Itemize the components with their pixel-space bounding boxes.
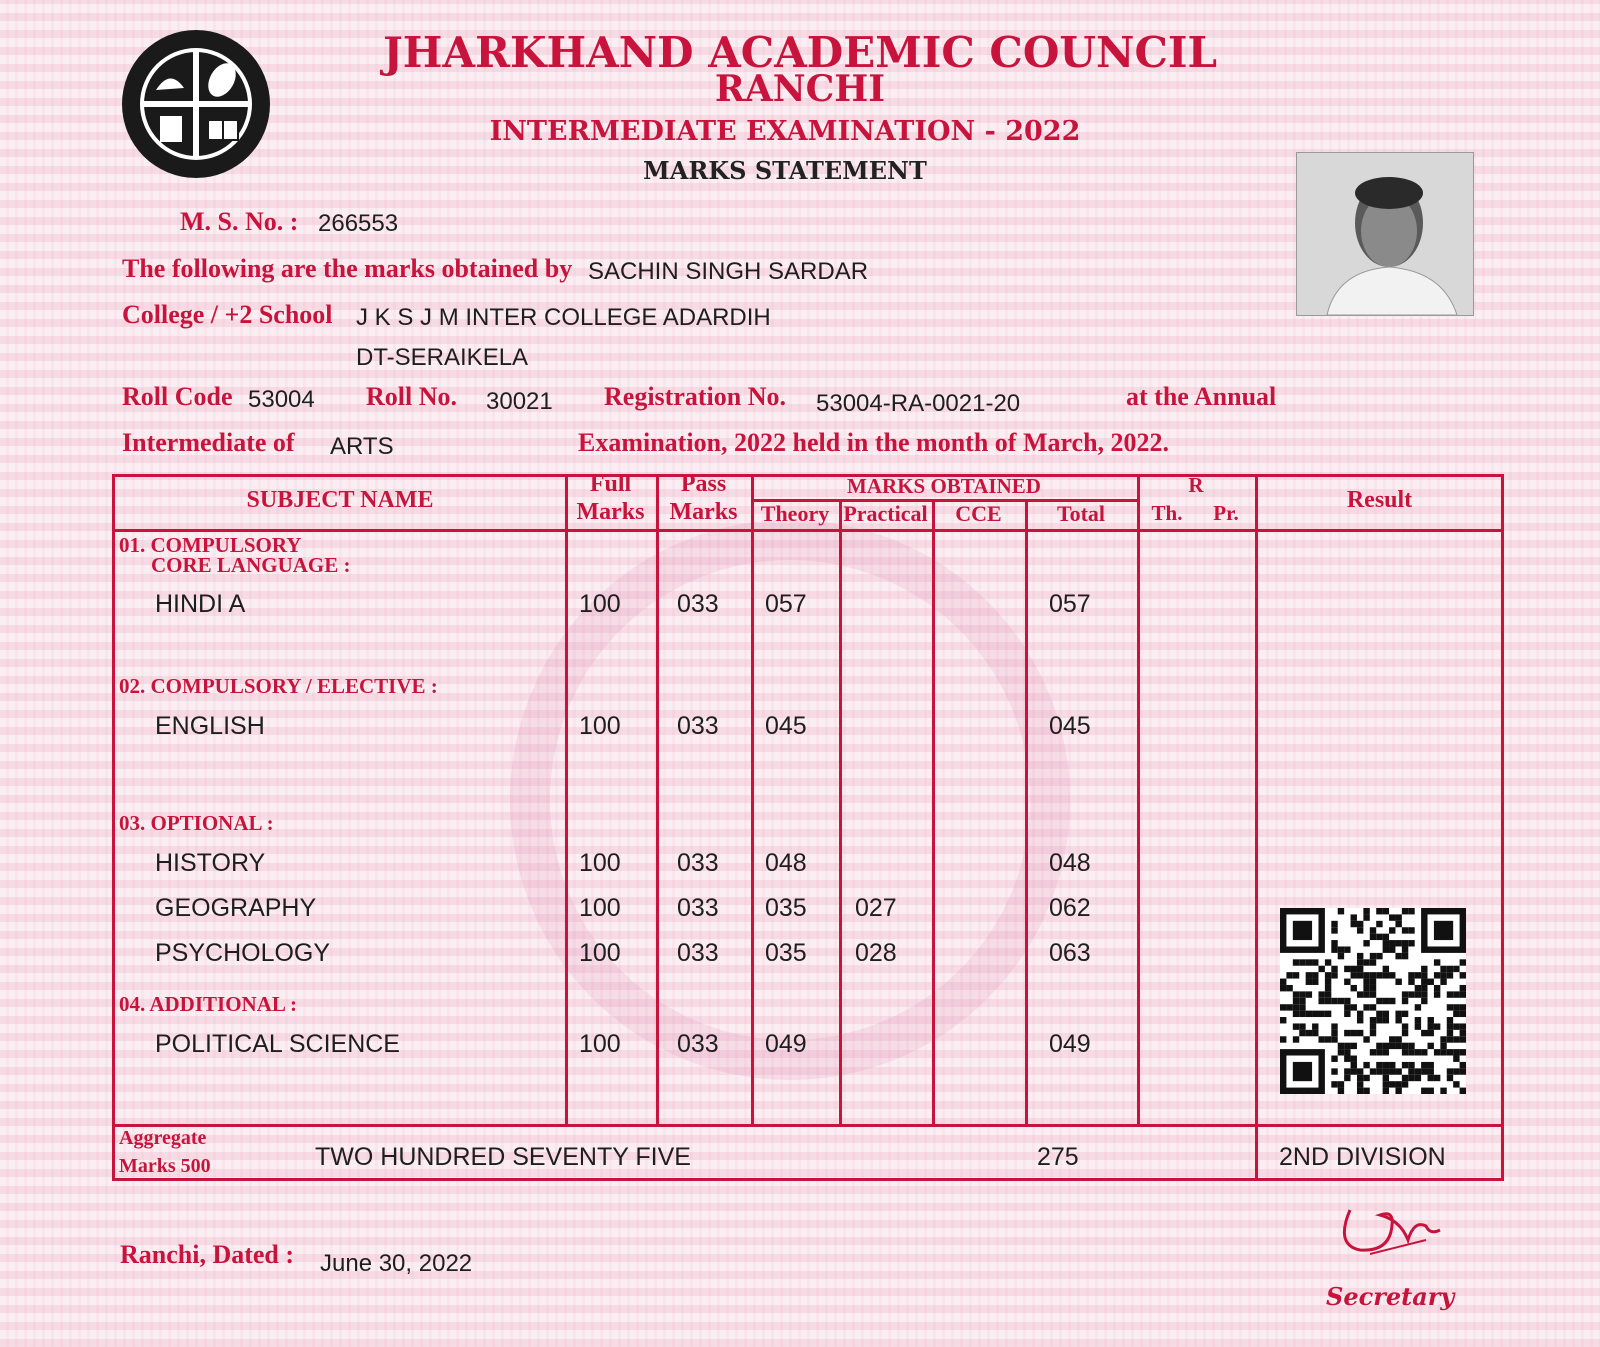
header-full-2: Marks xyxy=(576,499,645,525)
theory-marks: 048 xyxy=(765,849,807,877)
dated-label: Ranchi, Dated : xyxy=(120,1240,295,1269)
section-subtitle: CORE LANGUAGE : xyxy=(151,553,351,577)
section-title: 03. OPTIONAL : xyxy=(119,811,274,835)
aggregate-label: Aggregate xyxy=(119,1127,207,1149)
subject-name: PSYCHOLOGY xyxy=(155,939,331,967)
header-practical: Practical xyxy=(843,501,928,526)
roll-code-value: 53004 xyxy=(248,386,315,413)
registration-value: 53004-RA-0021-20 xyxy=(816,390,1021,417)
practical-marks: 027 xyxy=(855,894,897,922)
secretary-signature xyxy=(1330,1190,1450,1270)
college-name: J K S J M INTER COLLEGE ADARDIH xyxy=(356,304,771,331)
header-pass-1: Pass xyxy=(680,471,727,497)
subject-name: ENGLISH xyxy=(155,712,265,740)
aggregate-max-label: Marks 500 xyxy=(119,1155,211,1177)
subject-name: HISTORY xyxy=(155,849,266,877)
issue-date: June 30, 2022 xyxy=(320,1250,473,1277)
total-marks: 062 xyxy=(1049,894,1091,922)
header-r-theory: Th. xyxy=(1151,501,1183,525)
full-marks: 100 xyxy=(579,590,621,618)
student-name: SACHIN SINGH SARDAR xyxy=(588,258,869,285)
college-district: DT-SERAIKELA xyxy=(356,344,529,371)
subject-name: HINDI A xyxy=(155,590,246,618)
full-marks: 100 xyxy=(579,1030,621,1058)
theory-marks: 035 xyxy=(765,939,807,967)
roll-no-value: 30021 xyxy=(486,388,553,415)
theory-marks: 057 xyxy=(765,590,807,618)
full-marks: 100 xyxy=(579,894,621,922)
aggregate-total: 275 xyxy=(1037,1143,1079,1171)
full-marks: 100 xyxy=(579,849,621,877)
header-result: Result xyxy=(1346,487,1413,513)
intermediate-of-label: Intermediate of xyxy=(122,428,295,457)
council-city: RANCHI xyxy=(714,68,886,110)
header-pass-2: Marks xyxy=(669,499,738,525)
stream-value: ARTS xyxy=(330,433,394,460)
pass-marks: 033 xyxy=(677,939,719,967)
student-photo xyxy=(1296,152,1474,316)
college-label: College / +2 School xyxy=(122,300,333,329)
header-marks-obtained: MARKS OBTAINED xyxy=(847,474,1041,498)
ms-no-value: 266553 xyxy=(318,210,399,237)
council-title: JHARKHAND ACADEMIC COUNCIL xyxy=(382,28,1218,77)
header-total: Total xyxy=(1056,501,1106,526)
total-marks: 048 xyxy=(1049,849,1091,877)
header-subject: SUBJECT NAME xyxy=(246,487,434,513)
document-type: MARKS STATEMENT xyxy=(643,156,927,185)
practical-marks: 028 xyxy=(855,939,897,967)
section-title: 01. COMPULSORY xyxy=(119,533,302,557)
obtained-by-label: The following are the marks obtained by xyxy=(122,254,573,283)
total-marks: 063 xyxy=(1049,939,1091,967)
full-marks: 100 xyxy=(579,939,621,967)
aggregate-in-words: TWO HUNDRED SEVENTY FIVE xyxy=(315,1143,691,1171)
exam-title: INTERMEDIATE EXAMINATION - 2022 xyxy=(489,116,1081,147)
roll-code-label: Roll Code xyxy=(122,382,233,411)
section-title: 02. COMPULSORY / ELECTIVE : xyxy=(119,674,438,698)
total-marks: 049 xyxy=(1049,1030,1091,1058)
signatory-title: Secretary xyxy=(1326,1282,1455,1311)
header-r-practical: Pr. xyxy=(1213,501,1239,525)
subject-name: GEOGRAPHY xyxy=(155,894,317,922)
theory-marks: 049 xyxy=(765,1030,807,1058)
pass-marks: 033 xyxy=(677,849,719,877)
theory-marks: 045 xyxy=(765,712,807,740)
header-full-1: Full xyxy=(589,471,632,497)
pass-marks: 033 xyxy=(677,712,719,740)
registration-label: Registration No. xyxy=(604,382,786,411)
roll-no-label: Roll No. xyxy=(366,382,457,411)
pass-marks: 033 xyxy=(677,1030,719,1058)
pass-marks: 033 xyxy=(677,894,719,922)
section-title: 04. ADDITIONAL : xyxy=(119,992,297,1016)
header-theory: Theory xyxy=(760,501,830,526)
header-r: R xyxy=(1188,473,1204,497)
full-marks: 100 xyxy=(579,712,621,740)
ms-no-label: M. S. No. : xyxy=(180,207,299,236)
total-marks: 057 xyxy=(1049,590,1091,618)
theory-marks: 035 xyxy=(765,894,807,922)
result-division: 2ND DIVISION xyxy=(1279,1143,1446,1171)
subject-name: POLITICAL SCIENCE xyxy=(155,1030,400,1058)
at-annual-label: at the Annual xyxy=(1126,382,1277,411)
total-marks: 045 xyxy=(1049,712,1091,740)
qr-code xyxy=(1280,908,1466,1094)
pass-marks: 033 xyxy=(677,590,719,618)
header-cce: CCE xyxy=(955,501,1002,526)
exam-held-text: Examination, 2022 held in the month of March, 2022. xyxy=(578,428,1170,457)
